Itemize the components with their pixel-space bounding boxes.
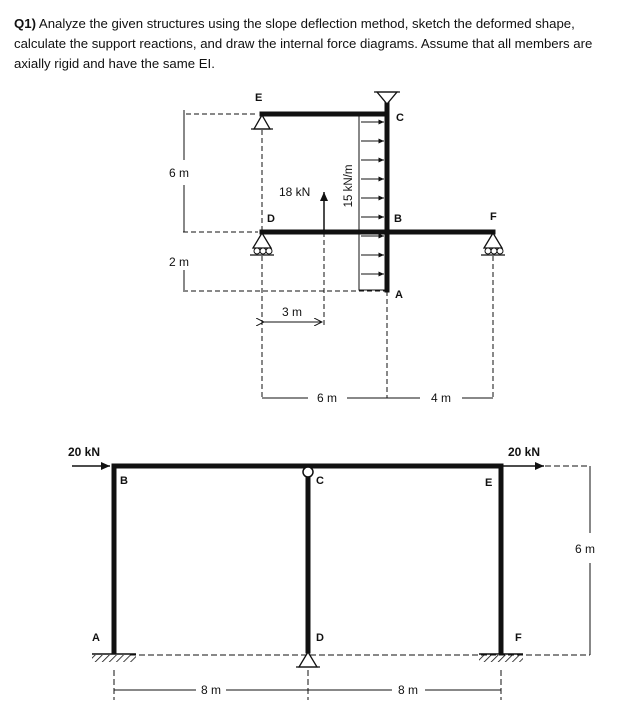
s2-dim-8m-left-label: 8 m bbox=[200, 683, 222, 697]
support-F bbox=[481, 233, 505, 255]
dim-6m-bottom-label: 6 m bbox=[316, 391, 338, 405]
dim-3m bbox=[264, 305, 322, 322]
node-F-label: F bbox=[490, 211, 497, 223]
s2-members bbox=[114, 466, 501, 652]
load-right-20kn bbox=[501, 445, 544, 466]
dim-6m-left-label: 6 m bbox=[169, 166, 190, 180]
structure-2 bbox=[68, 445, 595, 700]
dim-4m-label: 4 m bbox=[430, 391, 452, 405]
support-A bbox=[92, 654, 136, 662]
node-B-label: B bbox=[394, 213, 402, 225]
s2-dim-8m-right-label: 8 m bbox=[397, 683, 419, 697]
support-C bbox=[374, 92, 400, 104]
point-load-18kn bbox=[279, 185, 324, 232]
hinge-C bbox=[303, 467, 313, 477]
distributed-load bbox=[343, 114, 385, 290]
node-D-label: D bbox=[267, 213, 275, 225]
dim-3m-label: 3 m bbox=[281, 305, 303, 319]
s2-node-A-label: A bbox=[92, 632, 100, 644]
structure-1 bbox=[169, 92, 505, 405]
s2-node-E-label: E bbox=[485, 477, 493, 489]
node-C-label: C bbox=[396, 112, 404, 124]
distributed-load-label: 15 kN/m bbox=[343, 164, 355, 208]
s2-node-F-label: F bbox=[515, 632, 522, 644]
s2-node-B-label: B bbox=[120, 475, 128, 487]
support-D bbox=[250, 233, 274, 255]
point-load-label: 18 kN bbox=[279, 185, 311, 199]
support-D-pin bbox=[296, 652, 320, 667]
load-left-20kn bbox=[68, 445, 110, 466]
s2-dim-6m-label: 6 m bbox=[575, 542, 596, 556]
load-right-label: 20 kN bbox=[508, 445, 541, 459]
node-A-label: A bbox=[395, 289, 403, 301]
question-body: Analyze the given structures using the slope deflection method, sketch the deformed shape, calculate the support reactions, and draw the internal force diagrams. Assume that all members are axially rigid and have the same EI. bbox=[14, 16, 593, 71]
question-label: Q1) bbox=[14, 16, 36, 31]
load-left-label: 20 kN bbox=[68, 445, 101, 459]
dim-2m-label: 2 m bbox=[169, 255, 190, 269]
s2-node-D-label: D bbox=[316, 632, 324, 644]
s1-guide-lines bbox=[183, 114, 493, 398]
node-E-label: E bbox=[255, 92, 263, 104]
s2-guide-lines bbox=[114, 466, 590, 700]
support-E bbox=[251, 115, 273, 129]
support-F-fixed bbox=[479, 654, 523, 662]
s2-node-C-label: C bbox=[316, 475, 324, 487]
